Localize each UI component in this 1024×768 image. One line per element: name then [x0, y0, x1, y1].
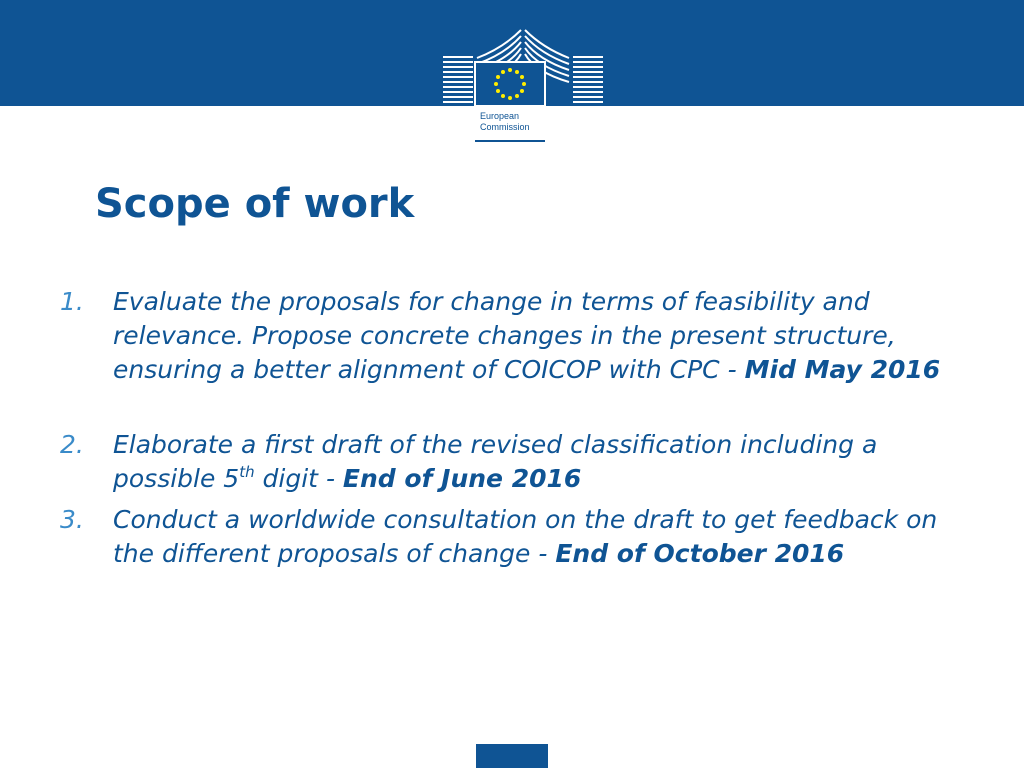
list-item-body	[113, 503, 970, 571]
deadline-text: End of June 2016	[342, 464, 582, 493]
deadline-text: End of October 2016	[555, 539, 845, 568]
list-item	[60, 428, 970, 496]
list-item	[60, 285, 970, 387]
deadline-text: Mid May 2016	[744, 355, 941, 384]
bottom-tab-decoration	[476, 744, 548, 768]
list-item-text: Conduct a worldwide consultation on the draft to get feedback on the different proposals of change	[113, 505, 938, 568]
slide-title: Scope of work	[95, 181, 415, 227]
list-item-body	[113, 428, 970, 496]
logo-textbox	[475, 106, 545, 142]
list-item-text: Elaborate a first draft of the revised classification including a possible 5	[113, 430, 878, 493]
deadline-separator: -	[719, 355, 745, 384]
list-item-number: 2.	[60, 430, 84, 459]
deadline-separator: -	[530, 539, 556, 568]
deadline-separator: -	[318, 464, 343, 493]
list-item-body	[113, 285, 970, 387]
list-item-number: 3.	[60, 505, 84, 534]
list-item-text-tail: digit	[254, 464, 318, 493]
logo-text-line2: Commission	[480, 122, 530, 132]
list-item-number: 1.	[60, 287, 84, 316]
list-item	[60, 503, 970, 571]
european-commission-logo	[441, 28, 607, 142]
ec-emblem-icon	[441, 28, 607, 108]
ordinal-superscript: th	[239, 463, 255, 481]
list-item-text: Evaluate the proposals for change in terms of feasibility and relevance. Propose concrete changes in the present structure, ensuring a better alignment of COICOP with CPC	[113, 287, 896, 384]
logo-text-line1: European	[480, 111, 520, 121]
